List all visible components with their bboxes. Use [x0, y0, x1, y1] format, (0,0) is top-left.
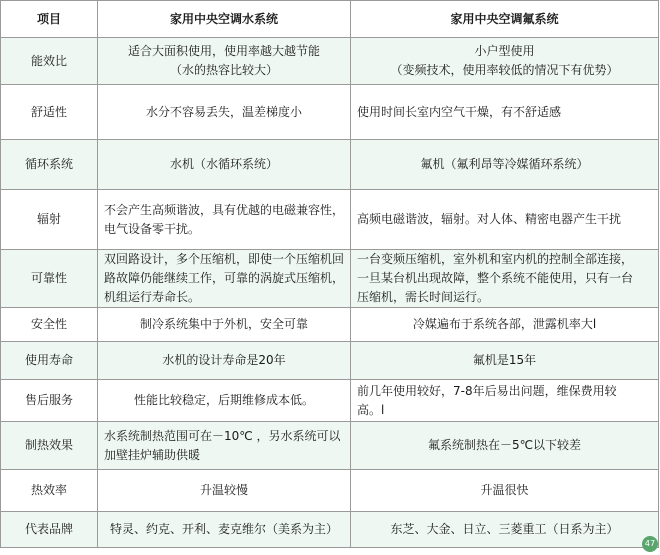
cell-text-line: 高。l — [357, 402, 385, 417]
cell-text-line: 氟机（氟利昂等冷媒循环系统） — [420, 157, 589, 171]
water-system-cell — [98, 470, 351, 512]
cell-text-line: 使用时间长室内空气干燥，有不舒适感 — [357, 104, 562, 119]
cell-text-line: 冷媒遍布于系统各部，泄露机率大l — [412, 317, 597, 331]
water-system-cell — [98, 250, 351, 308]
fluorine-system-cell — [351, 85, 659, 140]
table-row — [1, 190, 659, 250]
table-row — [1, 422, 659, 470]
water-system-cell — [98, 380, 351, 422]
cell-text-line: 水机（水循环系统） — [169, 157, 278, 171]
row-item-label: 循环系统 — [1, 140, 98, 190]
cell-text-line: 制冷系统集中于外机，安全可靠 — [139, 317, 308, 331]
water-system-cell — [98, 38, 351, 85]
cell-text-line: 氟系统制热在－5℃以下较差 — [427, 438, 582, 452]
cell-text-line: 一台变频压缩机，室外机和室内机的控制全部连接， — [357, 252, 634, 266]
table-row — [1, 342, 659, 380]
water-system-cell — [98, 422, 351, 470]
cell-text-line: 小户型使用 — [474, 44, 535, 58]
fluorine-system-cell — [351, 190, 659, 250]
cell-text-line: 高频电磁谐波，辐射。对人体、精密电器产生干扰 — [357, 212, 622, 226]
cell-text-line: （水的热容比较大） — [169, 63, 278, 77]
cell-text-line: 东芝、大金、日立、三菱重工（日系为主） — [390, 522, 619, 536]
fluorine-system-cell — [351, 140, 659, 190]
cell-text-line: 加壁挂炉辅助供暖 — [104, 447, 201, 462]
water-system-cell — [98, 140, 351, 190]
cell-text-line: 水系统制热范围可在－10℃ ，另水系统可以 — [104, 428, 341, 443]
header-water-system: 家用中央空调水系统 — [98, 1, 351, 38]
table-row — [1, 512, 659, 548]
row-item-label: 舒适性 — [1, 85, 98, 140]
water-system-cell — [98, 190, 351, 250]
row-item-label: 可靠性 — [1, 250, 98, 308]
fluorine-system-cell — [351, 422, 659, 470]
cell-text-line: 性能比较稳定，后期维修成本低。 — [133, 393, 314, 407]
row-item-label: 售后服务 — [1, 380, 98, 422]
row-item-label: 制热效果 — [1, 422, 98, 470]
header-item: 项目 — [1, 1, 98, 38]
table-row — [1, 250, 659, 308]
fluorine-system-cell — [351, 380, 659, 422]
fluorine-system-cell — [351, 308, 659, 342]
fluorine-system-cell — [351, 250, 659, 308]
table-row — [1, 85, 659, 140]
cell-text-line: 电气设备零干扰。 — [104, 221, 201, 236]
table-header-row — [1, 1, 659, 38]
cell-text-line: 不会产生高频谐波，具有优越的电磁兼容性， — [104, 202, 345, 217]
row-item-label: 使用寿命 — [1, 342, 98, 380]
cell-text-line: 特灵、约克、开利、麦克维尔（美系为主） — [109, 522, 338, 536]
water-system-cell — [98, 512, 351, 548]
row-item-label: 热效率 — [1, 470, 98, 512]
fluorine-system-cell — [351, 38, 659, 85]
fluorine-system-cell — [351, 342, 659, 380]
cell-text-line: （变频技术，使用率较低的情况下有优势） — [390, 63, 619, 77]
page-number-badge: 47 — [642, 536, 658, 552]
cell-text-line: 压缩机，需长时间运行。 — [357, 290, 490, 304]
cell-text-line: 水机的设计寿命是20年 — [162, 353, 286, 367]
cell-text-line: 机组运行寿命长。 — [104, 290, 201, 304]
fluorine-system-cell — [351, 470, 659, 512]
cell-text-line: 前几年使用较好，7-8年后易出问题，维保费用较 — [357, 383, 617, 398]
cell-text-line: 双回路设计，多个压缩机，即使一个压缩机回 — [104, 252, 345, 266]
row-item-label: 能效比 — [1, 38, 98, 85]
cell-text-line: 升温很快 — [480, 483, 529, 497]
cell-text-line: 水分不容易丢失，温差梯度小 — [145, 104, 302, 119]
table-row — [1, 308, 659, 342]
cell-text-line: 适合大面积使用，使用率越大越节能 — [127, 44, 320, 58]
water-system-cell — [98, 85, 351, 140]
row-item-label: 辐射 — [1, 190, 98, 250]
cell-text-line: 氟机是15年 — [472, 353, 537, 367]
cell-text-line: 路故障仍能继续工作，可靠的涡旋式压缩机， — [104, 271, 345, 285]
table-row — [1, 140, 659, 190]
table-row — [1, 380, 659, 422]
water-system-cell — [98, 308, 351, 342]
header-fluorine-system: 家用中央空调氟系统 — [351, 1, 659, 38]
row-item-label: 安全性 — [1, 308, 98, 342]
table-row — [1, 470, 659, 512]
cell-text-line: 一旦某台机出现故障，整个系统不能使用，只有一台 — [357, 271, 634, 285]
table-row — [1, 38, 659, 85]
water-system-cell — [98, 342, 351, 380]
cell-text-line: 升温较慢 — [199, 483, 248, 497]
row-item-label: 代表品牌 — [1, 512, 98, 548]
fluorine-system-cell — [351, 512, 659, 548]
